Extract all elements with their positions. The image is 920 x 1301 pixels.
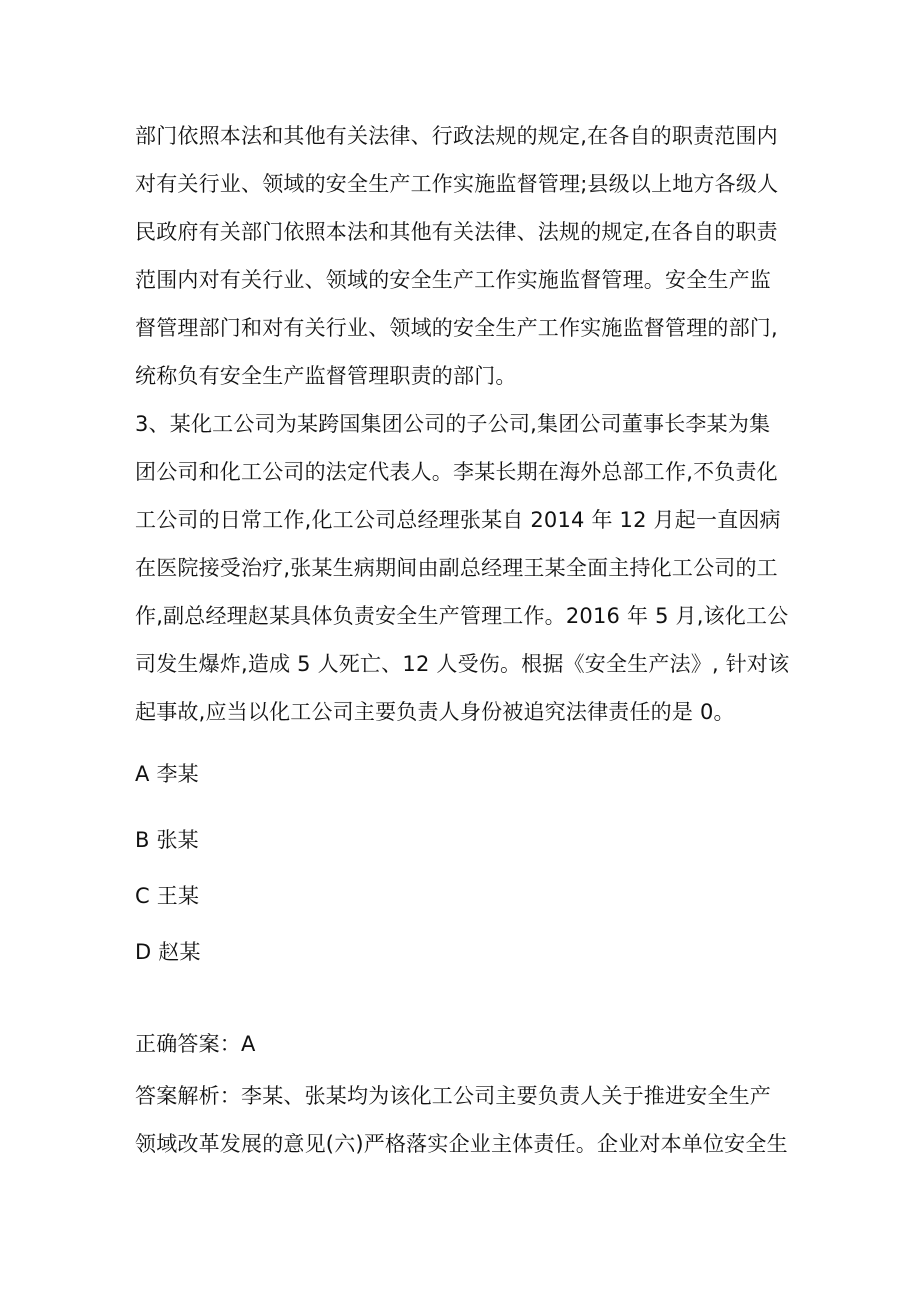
question-line-6: 司发生爆炸,造成 5 人死亡、12 人受伤。根据《安全生产法》, 针对该 [135, 652, 790, 676]
question-line-3: 工公司的日常工作,化工公司总经理张某自 2014 年 12 月起一直因病 [135, 508, 781, 532]
intro-line-1: 部门依照本法和其他有关法律、行政法规的规定,在各自的职责范围内 [135, 124, 778, 148]
analysis-line-2: 领域改革发展的意见(六)严格落实企业主体责任。企业对本单位安全生 [135, 1132, 788, 1156]
intro-line-5: 督管理部门和对有关行业、领域的安全生产工作实施监督管理的部门, [135, 316, 778, 340]
intro-line-6: 统称负有安全生产监督管理职责的部门。 [135, 364, 517, 388]
question-line-7: 起事故,应当以化工公司主要负责人身份被追究法律责任的是 0。 [135, 700, 735, 724]
option-b: B 张某 [135, 828, 199, 852]
option-a: A 李某 [135, 762, 199, 786]
intro-line-3: 民政府有关部门依照本法和其他有关法律、法规的规定,在各自的职责 [135, 220, 778, 244]
question-line-2: 团公司和化工公司的法定代表人。李某长期在海外总部工作,不负责化 [135, 460, 778, 484]
question-line-1: 3、某化工公司为某跨国集团公司的子公司,集团公司董事长李某为集 [135, 412, 771, 436]
question-line-5: 作,副总经理赵某具体负责安全生产管理工作。2016 年 5 月,该化工公 [135, 604, 789, 628]
analysis-line-1: 答案解析：李某、张某均为该化工公司主要负责人关于推进安全生产 [135, 1084, 771, 1108]
intro-line-2: 对有关行业、领域的安全生产工作实施监督管理;县级以上地方各级人 [135, 172, 779, 196]
intro-line-4: 范围内对有关行业、领域的安全生产工作实施监督管理。安全生产监 [135, 268, 771, 292]
question-line-4: 在医院接受治疗,张某生病期间由副总经理王某全面主持化工公司的工 [135, 556, 778, 580]
correct-answer: 正确答案：A [135, 1032, 256, 1056]
option-c: C 王某 [135, 884, 200, 908]
option-d: D 赵某 [135, 940, 201, 964]
